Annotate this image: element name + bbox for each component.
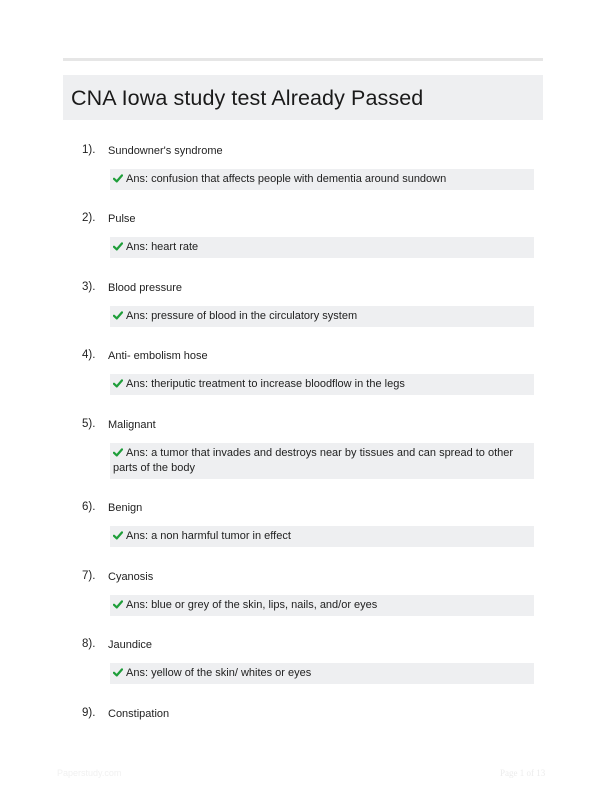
question-number: 4).	[82, 349, 96, 361]
question-term: Jaundice	[108, 639, 153, 651]
top-divider	[63, 58, 543, 61]
question-term: Malignant	[108, 419, 156, 431]
page-title: CNA Iowa study test Already Passed	[71, 86, 424, 110]
answer-box	[110, 663, 534, 684]
question-term: Anti- embolism hose	[108, 350, 208, 362]
question-number: 7).	[82, 570, 96, 582]
page-number: Page 1 of 13	[500, 768, 546, 778]
check-icon	[113, 242, 123, 251]
question-term: Benign	[108, 502, 143, 514]
answer-text: Ans: confusion that affects people with dementia around sundown	[126, 173, 447, 185]
answer-text: Ans: a non harmful tumor in effect	[126, 530, 291, 542]
check-icon	[113, 311, 123, 320]
title-banner	[63, 75, 543, 120]
check-icon	[113, 448, 123, 457]
check-icon	[113, 668, 123, 677]
answer-text: Ans: yellow of the skin/ whites or eyes	[126, 667, 312, 679]
answer-box	[110, 237, 534, 258]
check-icon	[113, 531, 123, 540]
check-icon	[113, 379, 123, 388]
question-term: Pulse	[108, 213, 136, 225]
question-term: Blood pressure	[108, 282, 182, 294]
question-term: Cyanosis	[108, 571, 154, 583]
answer-text: Ans: theriputic treatment to increase bloodflow in the legs	[126, 378, 405, 390]
answer-text: Ans: heart rate	[126, 241, 199, 253]
check-icon	[113, 174, 123, 183]
footer-watermark: Paperstudy.com	[57, 768, 122, 778]
answer-text: Ans: a tumor that invades and destroys near by tissues and can spread to other parts of the body	[113, 447, 514, 474]
answer-text: Ans: pressure of blood in the circulatory system	[126, 310, 358, 322]
question-number: 1).	[82, 144, 96, 156]
answer-box	[110, 306, 534, 327]
answer-box	[110, 169, 534, 190]
check-icon	[113, 600, 123, 609]
answer-box	[110, 595, 534, 616]
answer-box	[110, 526, 534, 547]
answer-box	[110, 443, 534, 479]
answer-box	[110, 374, 534, 395]
question-term: Sundowner's syndrome	[108, 145, 223, 157]
question-number: 5).	[82, 418, 96, 430]
question-number: 2).	[82, 212, 96, 224]
question-number: 8).	[82, 638, 96, 650]
question-term: Constipation	[108, 708, 170, 720]
question-number: 6).	[82, 501, 96, 513]
question-number: 9).	[82, 707, 96, 719]
question-number: 3).	[82, 281, 96, 293]
answer-text: Ans: blue or grey of the skin, lips, nails, and/or eyes	[126, 599, 378, 611]
